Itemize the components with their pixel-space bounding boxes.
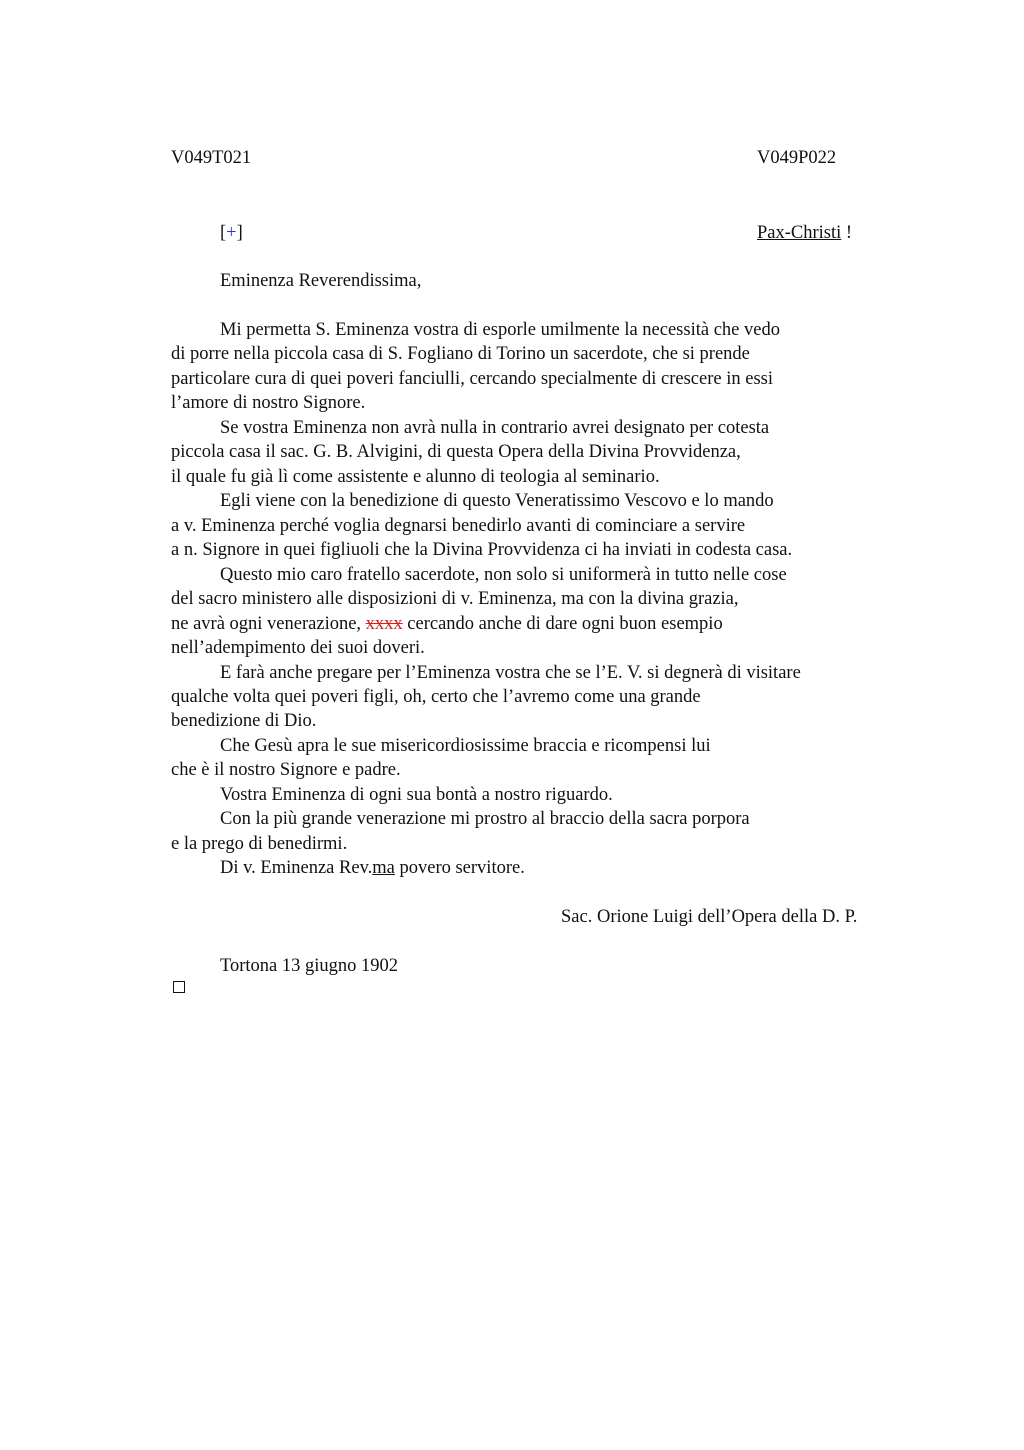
letter-line: Che Gesù apra le sue misericordiosissime braccia e ricompensi lui [220, 736, 711, 756]
letter-line: qualche volta quei poveri figli, oh, certo che l’avremo come una grande [171, 687, 701, 707]
cross-icon: + [226, 223, 237, 243]
pax-christi-link: Pax-Christi [757, 223, 842, 243]
document-code-right: V049P022 [757, 148, 837, 168]
pax-christi-heading: Pax-Christi ! [757, 223, 853, 243]
empty-box-icon [173, 981, 185, 993]
letter-line: E farà anche pregare per l’Eminenza vostra che se l’E. V. si degnerà di visitare [220, 663, 801, 683]
letter-line: del sacro ministero alle disposizioni di v. Eminenza, ma con la divina grazia, [171, 589, 739, 609]
letter-line: benedizione di Dio. [171, 711, 317, 731]
letter-line: Egli viene con la benedizione di questo Veneratissimo Vescovo e lo mando [220, 491, 774, 511]
letter-line: Se vostra Eminenza non avrà nulla in contrario avrei designato per cotesta [220, 418, 770, 438]
letter-line: Con la più grande venerazione mi prostro al braccio della sacra porpora [220, 809, 750, 829]
salutation: Eminenza Reverendissima, [220, 271, 422, 291]
letter-line: Di v. Eminenza Rev.ma povero servitore. [220, 858, 525, 878]
cross-marker: [+] [220, 223, 243, 243]
letter-line: a v. Eminenza perché voglia degnarsi benedirlo avanti di cominciare a servire [171, 516, 746, 536]
letter-line: nell’adempimento dei suoi doveri. [171, 638, 425, 658]
letter-line: Questo mio caro fratello sacerdote, non solo si uniformerà in tutto nelle cose [220, 565, 787, 585]
letter-line: che è il nostro Signore e padre. [171, 760, 401, 780]
letter-line: l’amore di nostro Signore. [171, 393, 366, 413]
letter-line: particolare cura di quei poveri fanciulli, cercando specialmente di crescere in essi [171, 369, 773, 389]
struck-text: xxxx [365, 614, 403, 634]
signature: Sac. Orione Luigi dell’Opera della D. P. [561, 907, 858, 927]
place-date: Tortona 13 giugno 1902 [220, 956, 399, 976]
letter-line: piccola casa il sac. G. B. Alvigini, di questa Opera della Divina Provvidenza, [171, 442, 741, 462]
letter-line: di porre nella piccola casa di S. Fogliano di Torino un sacerdote, che si prende [171, 344, 750, 364]
letter-line: Mi permetta S. Eminenza vostra di esporle umilmente la necessità che vedo [220, 320, 780, 340]
letter-line: Vostra Eminenza di ogni sua bontà a nostro riguardo. [220, 785, 613, 805]
letter-line: il quale fu già lì come assistente e alunno di teologia al seminario. [171, 467, 660, 487]
letter-line: e la prego di benedirmi. [171, 834, 348, 854]
letter-line: ne avrà ogni venerazione, xxxx cercando anche di dare ogni buon esempio [171, 614, 723, 634]
letter-line: a n. Signore in quei figliuoli che la Divina Provvidenza ci ha inviati in codesta casa. [171, 540, 793, 560]
document-code-left: V049T021 [171, 148, 252, 168]
